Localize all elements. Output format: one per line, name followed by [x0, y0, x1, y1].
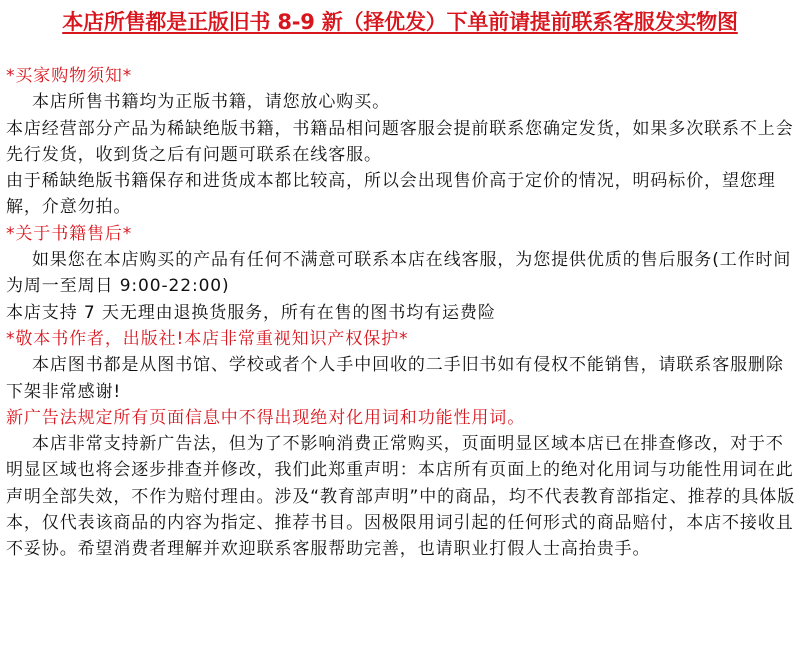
section-heading-ad-law: 新广告法规定所有页面信息中不得出现绝对化用词和功能性用词。 — [6, 407, 526, 428]
notice-content — [6, 63, 796, 563]
section-heading-buyer-notice: *买家购物须知* — [6, 66, 133, 86]
ad-law-paragraph: 本店非常支持新广告法，但为了不影响消费正常购买，页面明显区域本店已在排查修改，对于不明显区域也将会逐步排查并修改，我们此郑重声明：本店所有页面上的绝对化用词与功能性用词在此声明全部失效，不作为赔付理由。涉及“教育部声明”中的商品，均不代表教育部指定、推荐的具体版本，仅代表该商品的内容为指定、推荐书目。因极限用词引起的任何形式的商品赔付，本店不接收且不妥协。希望消费者理解并欢迎联系客服帮助完善，也请职业打假人士高抬贵手。 — [6, 434, 796, 560]
page-title: 本店所售都是正版旧书 8-9 新（择优发）下单前请提前联系客服发实物图 — [62, 10, 738, 34]
after-sales-paragraph: 如果您在本店购买的产品有任何不满意可联系本店在线客服，为您提供优质的售后服务(工作时间为周一至周日 9:00-22:00) — [6, 250, 792, 297]
buyer-notice-paragraph: 本店经营部分产品为稀缺绝版书籍，书籍品相问题客服会提前联系您确定发货，如果多次联系不上会先行发货，收到货之后有问题可联系在线客服。 — [6, 118, 794, 165]
buyer-notice-paragraph: 由于稀缺绝版书籍保存和进货成本都比较高，所以会出现售价高于定价的情况，明码标价，望您理解，介意勿拍。 — [6, 171, 776, 218]
after-sales-paragraph: 本店支持 7 天无理由退换货服务，所有在售的图书均有运费险 — [6, 302, 496, 323]
buyer-notice-paragraph: 本店所售书籍均为正版书籍，请您放心购买。 — [32, 92, 390, 113]
copyright-paragraph: 本店图书都是从图书馆、学校或者个人手中回收的二手旧书如有侵权不能销售，请联系客服删除下架非常感谢! — [6, 355, 784, 402]
section-heading-copyright: *敬本书作者，出版社!本店非常重视知识产权保护* — [6, 328, 409, 349]
section-heading-after-sales: *关于书籍售后* — [6, 223, 133, 244]
